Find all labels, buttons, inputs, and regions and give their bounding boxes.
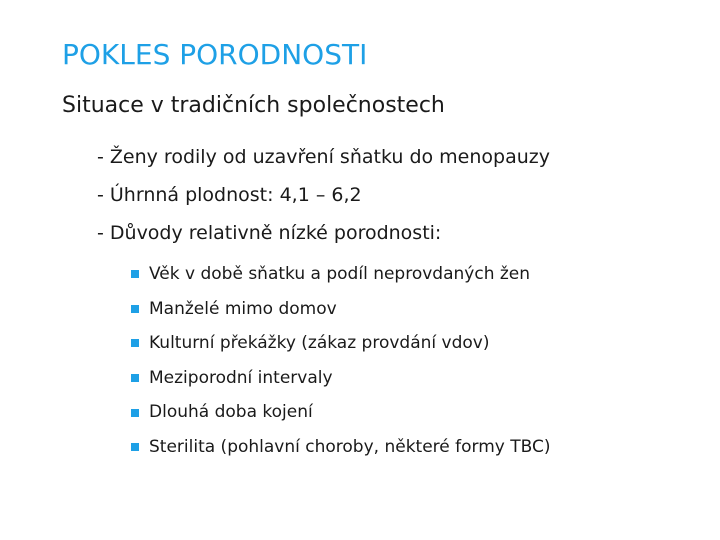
bullet-item [131,430,551,465]
dash-item: - Úhrnná plodnost: 4,1 – 6,2 [97,184,362,206]
dash-item: - Důvody relativně nízké porodnosti: [97,222,442,244]
bullet-item-text: Dlouhá doba kojení [149,402,313,423]
bullet-item-text: Manželé mimo domov [149,298,337,319]
bullet-list [131,257,551,465]
square-bullet-icon [131,374,139,382]
bullet-item-text: Meziporodní intervaly [149,367,333,388]
bullet-item [131,292,551,327]
bullet-item [131,395,551,430]
bullet-item-text: Věk v době sňatku a podíl neprovdaných žen [149,264,531,284]
bullet-item [131,361,551,396]
square-bullet-icon [131,409,139,417]
square-bullet-icon [131,443,139,451]
bullet-item [131,257,551,292]
slide-title: POKLES PORODNOSTI [62,38,368,71]
bullet-item-text: Kulturní překážky (zákaz provdání vdov) [149,333,490,354]
square-bullet-icon [131,270,139,278]
square-bullet-icon [131,305,139,313]
slide-subtitle: Situace v tradičních společnostech [62,93,445,118]
bullet-item-text: Sterilita (pohlavní choroby, některé formy TBC) [149,436,551,457]
dash-item: - Ženy rodily od uzavření sňatku do menopauzy [97,146,551,168]
bullet-item [131,326,551,361]
square-bullet-icon [131,339,139,347]
dash-list [97,138,550,252]
